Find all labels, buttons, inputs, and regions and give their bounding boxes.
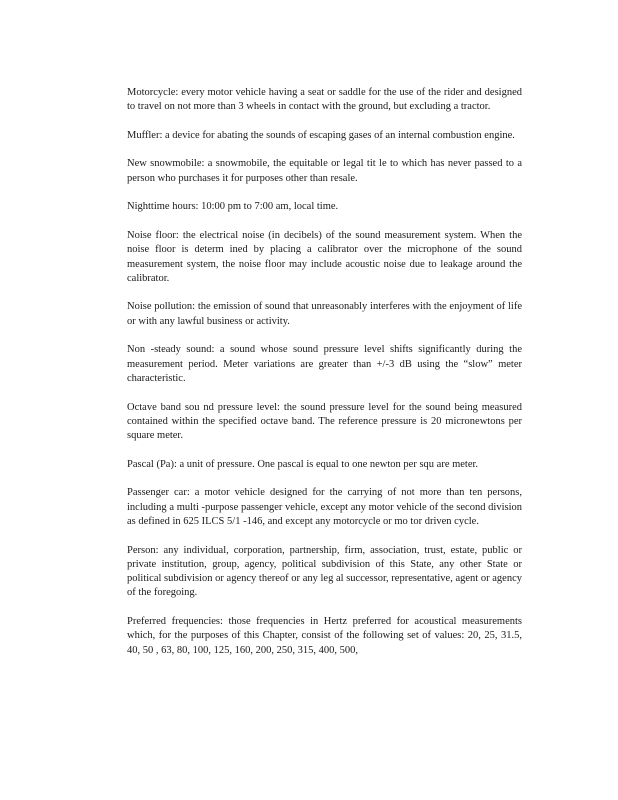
definition-preferred-frequencies: Preferred frequencies: those frequencies in Hertz preferred for acoustical measurements which, for the purposes of this Chapter, consist of the following set of values: 20, 25, 31.5, 40, 50 , 63, 80, 100, 125, 160, 200, 250, 315, 400, 500, <box>127 615 522 656</box>
definition-person: Person: any individual, corporation, partnership, firm, association, trust, estate, public or private institution, group, agency, political subdivision of this State, any other State or political subdivision or agency thereof or any leg al successor, representative, agent or agency of the foregoing. <box>127 544 522 599</box>
definition-noise-floor: Noise floor: the electrical noise (in decibels) of the sound measurement system. When the noise floor is determ ined by placing a calibrator over the microphone of the sound measurement system, the noise floor may include acoustic noise due to leakage around the calibrator. <box>127 229 522 284</box>
definition-muffler: Muffler: a device for abating the sounds of escaping gases of an internal combustion engine. <box>127 129 515 141</box>
definition-nighttime-hours: Nighttime hours: 10:00 pm to 7:00 am, local time. <box>127 201 339 213</box>
definition-noise-pollution: Noise pollution: the emission of sound that unreasonably interferes with the enjoyment of life or with any lawful business or activity. <box>127 301 522 327</box>
definition-pascal: Pascal (Pa): a unit of pressure. One pascal is equal to one newton per squ are meter. <box>127 458 479 470</box>
definition-motorcycle: Motorcycle: every motor vehicle having a seat or saddle for the use of the rider and designed to travel on not more than 3 wheels in contact with the ground, but excluding a tractor. <box>127 87 522 113</box>
document-body <box>127 86 522 672</box>
definition-octave-band-sound-pressure-level: Octave band sou nd pressure level: the sound pressure level for the sound being measured contained within the specified octave band. The reference pressure is 20 micronewtons per square meter. <box>127 401 522 442</box>
definition-non-steady-sound: Non -steady sound: a sound whose sound pressure level shifts significantly during the measurement period. Meter variations are greater than +/-3 dB using the “slow” meter characteristic. <box>127 344 522 384</box>
definition-new-snowmobile: New snowmobile: a snowmobile, the equitable or legal tit le to which has never passed to a person who purchases it for purposes other than resale. <box>127 158 522 184</box>
definition-passenger-car: Passenger car: a motor vehicle designed for the carrying of not more than ten persons, including a multi -purpose passenger vehicle, except any motor vehicle of the second division as defined in 625 ILCS 5/1 -146, and except any motorcycle or mo tor driven cycle. <box>127 487 522 527</box>
